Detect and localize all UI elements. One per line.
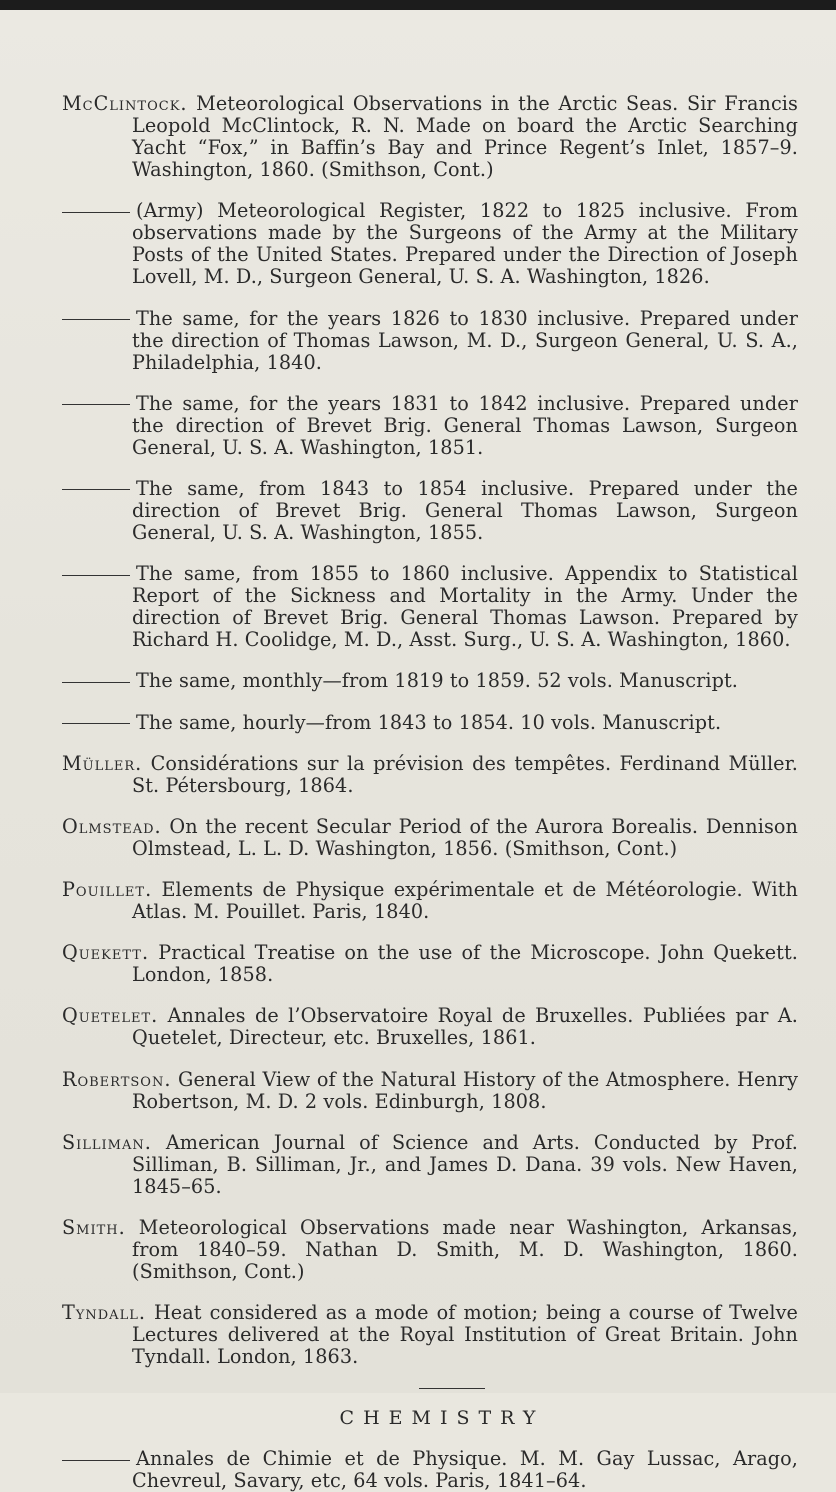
- ditto-dash: [62, 212, 130, 213]
- entry-text: Practical Treatise on the use of the Microscope. John Quekett. London, 1858.: [132, 941, 798, 987]
- ditto-dash: [62, 404, 130, 405]
- entry-author: Tyndall.: [62, 1301, 146, 1325]
- entry-text: American Journal of Science and Arts. Conducted by Prof. Silliman, B. Silliman, Jr., and James D. Dana. 39 vols. New Haven, 1845–65.: [132, 1130, 799, 1198]
- entry-tyndall: [62, 1302, 798, 1368]
- entry-same-1826: [62, 308, 798, 374]
- entry-text: Considérations sur la prévision des tempêtes. Ferdinand Müller. St. Pétersbourg, 1864.: [132, 751, 798, 797]
- entry-quetelet: [62, 1005, 798, 1049]
- entry-author: Smith.: [62, 1216, 126, 1239]
- entry-text: The same, monthly—from 1819 to 1859. 52 vols. Manuscript.: [136, 669, 739, 693]
- ditto-dash: [62, 489, 130, 490]
- entry-author: Olmstead.: [62, 814, 162, 838]
- entry-annales-chimie: [62, 1448, 798, 1492]
- entry-same-monthly: [62, 670, 798, 692]
- entry-text: Heat considered as a mode of motion; being a course of Twelve Lectures delivered at the Royal Institution of Great Britain. John Tyndall. London, 1863.: [132, 1301, 798, 1369]
- section-heading-chemistry: CHEMISTRY: [339, 1407, 545, 1430]
- ditto-dash: [62, 723, 130, 724]
- ditto-dash: [62, 575, 130, 576]
- entry-author: Quekett.: [62, 941, 150, 965]
- entry-author: Robertson.: [62, 1067, 172, 1091]
- entry-quekett: [62, 942, 798, 986]
- entry-olmstead: [62, 816, 798, 860]
- entry-author: Quetelet.: [62, 1004, 159, 1028]
- section-divider: [419, 1388, 485, 1389]
- bibliography-list: [62, 93, 798, 1368]
- chemistry-list: [62, 1448, 798, 1492]
- entry-same-hourly: [62, 712, 798, 734]
- entry-smith: [62, 1217, 798, 1283]
- entry-muller: [62, 753, 798, 797]
- entry-text: The same, from 1855 to 1860 inclusive. Appendix to Statistical Report of the Sickness and Mortality in the Army. Under the direction of Brevet Brig. General Thomas Lawson. Prepared by Richard H. Coolidge, M. D., Asst. Surg., U. S. A. Washington, 1860.: [132, 562, 798, 652]
- entry-text: The same, hourly—from 1843 to 1854. 10 vols. Manuscript.: [136, 710, 722, 734]
- entry-text: On the recent Secular Period of the Aurora Borealis. Dennison Olmstead, L. L. D. Washington, 1856. (Smithson, Cont.): [132, 814, 798, 860]
- entry-text: Elements de Physique expérimentale et de Météorologie. With Atlas. M. Pouillet. Paris, 1840.: [132, 878, 798, 924]
- entry-army-register: [62, 200, 798, 288]
- entry-text: The same, for the years 1831 to 1842 inclusive. Prepared under the direction of Brevet Brig. General Thomas Lawson, Surgeon General, U. S. A. Washington, 1851.: [132, 391, 798, 459]
- ditto-dash: [62, 682, 130, 683]
- entry-author: Müller.: [62, 751, 143, 775]
- entry-same-1855: [62, 563, 798, 651]
- entry-text: The same, for the years 1826 to 1830 inclusive. Prepared under the direction of Thomas Lawson, M. D., Surgeon General, U. S. A., Philadelphia, 1840.: [132, 306, 798, 374]
- entry-author: Pouillet.: [62, 878, 153, 902]
- entry-text: The same, from 1843 to 1854 inclusive. Prepared under the direction of Brevet Brig. General Thomas Lawson, Surgeon General, U. S. A. Washington, 1855.: [132, 476, 798, 544]
- entry-same-1831: [62, 393, 798, 459]
- scan-edge: [0, 0, 836, 10]
- entry-text: Meteorological Observations made near Washington, Arkansas, from 1840–59. Nathan D. Smith, M. D. Washington, 1860. (Smithson, Cont.): [132, 1216, 798, 1283]
- entry-text: Annales de Chimie et de Physique. M. M. Gay Lussac, Arago, Chevreul, Savary, etc, 64 vols. Paris, 1841–64.: [132, 1447, 798, 1492]
- entry-author: Silliman.: [62, 1130, 152, 1154]
- entry-text: Annales de l’Observatoire Royal de Bruxelles. Publiées par A. Quetelet, Directeur, etc. Bruxelles, 1861.: [132, 1004, 799, 1050]
- entry-text: Meteorological Observations in the Arctic Seas. Sir Francis Leopold McClintock, R. N. Made on board the Arctic Searching Yacht “Fox,” in Baffin’s Bay and Prince Regent’s Inlet, 1857–9. Washington, 1860. (Smithson, Cont.): [132, 92, 798, 182]
- ditto-dash: [62, 1460, 130, 1461]
- ditto-dash: [62, 319, 130, 320]
- entry-pouillet: [62, 879, 798, 923]
- entry-silliman: [62, 1132, 798, 1198]
- entry-text: General View of the Natural History of the Atmosphere. Henry Robertson, M. D. 2 vols. Edinburgh, 1808.: [132, 1067, 799, 1113]
- entry-author: McClintock.: [62, 92, 188, 116]
- entry-mcclintock: [62, 93, 798, 181]
- entry-same-1843: [62, 478, 798, 544]
- entry-robertson: [62, 1069, 798, 1113]
- entry-text: (Army) Meteorological Register, 1822 to 1825 inclusive. From observations made by the Surgeons of the Army at the Military Posts of the United States. Prepared under the Direction of Joseph Lovell, M. D., Surgeon General, U. S. A. Washington, 1826.: [132, 199, 798, 289]
